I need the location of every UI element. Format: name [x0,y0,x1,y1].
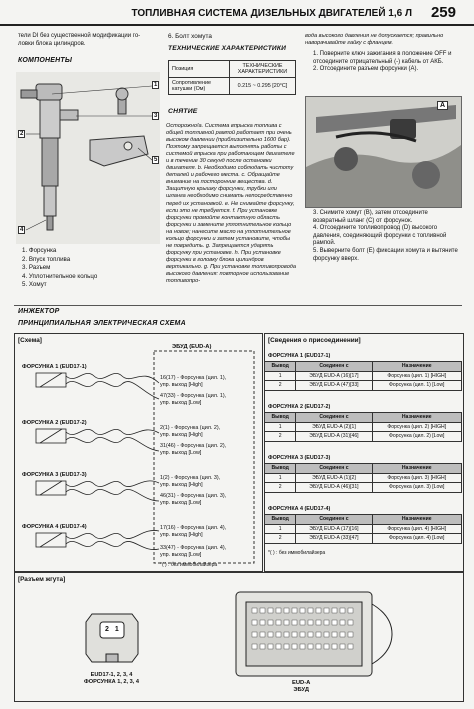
right-top-text: вода высокого давления не допускается; правильно наворачивайте гайку с фланцем. [305,33,444,46]
table-row: 1 ЭБУД EUD-A (2)[1] Форсунка (цил. 2) [HIGH] [265,422,462,432]
engine-photo-image [306,97,461,207]
list-item: 2. Впуск топлива [22,255,71,263]
table-row: 2 ЭБУД EUD-A (31)[46] Форсунка (цил. 2) [Low] [265,432,462,442]
table-footnote: *( ) : без иммобилайзера [268,550,326,556]
pin-31-46: 31(46) - Форсунка (цил. 2), упр. выход [Low] [160,443,227,456]
right-steps-bottom [305,210,460,263]
step-1: 1. Поверните ключ зажигания в положение OFF и отсоедините отрицательный (-) кабель от АКБ. [313,51,452,65]
injector-components-figure [16,72,160,244]
pin-46-31: 46(31) - Форсунка (цил. 3), упр. выход [Low] [160,493,227,506]
page-header [0,0,474,26]
connector-pin-numbers: 2 1 [105,626,121,633]
table-row: 2 ЭБУД EUD-A (46)[31] Форсунка (цил. 3) [Low] [265,483,462,493]
connection-table-3: Вывод Соединен с Назначение 1 ЭБУД EUD-A (1)[2] Форсунка (цил. 3) [HIGH] 2 ЭБУД EUD-A (46)[31] Форсунка (цил. 3) [Low] [264,463,462,493]
callout-1: 1 [154,82,158,88]
table-row: 2 ЭБУД EUD-A (47)[33] Форсунка (цил. 1) [Low] [265,381,462,391]
table-1-title: ФОРСУНКА 1 (EUD17-1) [268,353,331,359]
connector-right-label: EUD-A ЭБУД [292,680,311,693]
step-4: 4. Отсоедините топливопровод (D) высокого давления, соединяющий форсунки с топливной рампой. [313,225,447,247]
spec-title: ТЕХНИЧЕСКИЕ ХАРАКТЕРИСТИКИ [168,45,287,52]
connection-table-2: Вывод Соединен с Назначение 1 ЭБУД EUD-A (2)[1] Форсунка (цил. 2) [HIGH] 2 ЭБУД EUD-A (31)[46] Форсунка (цил. 2) [Low] [264,412,462,442]
step-2: 2. Отсоедините разъем форсунки (A). [313,66,419,73]
injector-3-label: ФОРСУНКА 3 (EUD17-3) [22,472,87,478]
pin-2-1: 2(1) - Форсунка (цил. 2), упр. выход [High] [160,425,221,438]
harness-label: [Разъем жгута] [18,576,66,583]
spec-table [168,60,296,95]
callout-2: 2 [20,131,24,137]
table-row: 1 ЭБУД EUD-A (17)[16] Форсунка (цил. 4) [HIGH] [265,524,462,534]
injector-1-label: ФОРСУНКА 1 (EUD17-1) [22,364,87,370]
removal-title: СНЯТИЕ [168,108,198,115]
chapter-title: ТОПЛИВНАЯ СИСТЕМА ДИЗЕЛЬНЫХ ДВИГАТЕЛЕЙ 1,6 Л [131,8,412,19]
table-3-title: ФОРСУНКА 3 (EUD17-3) [268,455,331,461]
spec-header-position: Позиция [169,61,230,78]
injector-section-title: ИНЖЕКТОР [18,308,60,315]
photo-callout-a: A [437,101,448,110]
pin-47-33: 47(33) - Форсунка (цил. 1), упр. выход [Low] [160,393,227,406]
list-item: 1. Форсунка [22,247,57,254]
spec-row-label: Сопротивление катушки (Ом) [169,78,230,95]
pin-17-16: 17(16) - Форсунка (цил. 4), упр. выход [High] [160,525,227,538]
table-row: 2 ЭБУД EUD-A (33)[47] Форсунка (цил. 4) [Low] [265,534,462,544]
wiring-subtitle: ПРИНЦИПИАЛЬНАЯ ЭЛЕКТРИЧЕСКАЯ СХЕМА [18,320,186,327]
ecu-label: ЭБУД (EUD-A) [172,344,212,350]
table-2-title: ФОРСУНКА 2 (EUD17-2) [268,404,331,410]
list-item: 3. Разъем [22,264,51,271]
connection-table-1: Вывод Соединен с Назначение 1 ЭБУД EUD-A (16)[17] Форсунка (цил. 1) [HIGH] 2 ЭБУД EUD-A (47)[33] Форсунка (цил. 1) [Low] [264,361,462,391]
injector-drawing [16,72,160,244]
components-list [22,247,97,290]
components-title: КОМПОНЕНТЫ [18,57,73,64]
pin-16-17: 16(17) - Форсунка (цил. 1), упр. выход [High] [160,375,227,388]
spec-row-value: 0.215 ~ 0.295 [20°C] [229,78,295,95]
harness-connectors [14,572,462,700]
schematic-footnote: *( ) : без иммобилайзера [160,562,218,568]
callout-6: 3 [154,113,158,119]
intro-text: тели DI без существенной модификации го- ловки блока цилиндров. [18,33,141,47]
table-row: 1 ЭБУД EUD-A (1)[2] Форсунка (цил. 3) [HIGH] [265,473,462,483]
schema-label: [Схема] [18,337,42,344]
bolt-item: 6. Болт хомута [168,33,212,40]
section-divider [14,305,462,306]
pin-33-47: 33(47) - Форсунка (цил. 4), упр. выход [Low] [160,545,227,558]
right-steps-top [305,51,460,74]
list-item: 5. Хомут [22,281,47,288]
table-4-title: ФОРСУНКА 4 (EUD17-4) [268,506,331,512]
injector-4-label: ФОРСУНКА 4 (EUD17-4) [22,524,87,530]
callout-5: 5 [154,157,158,163]
connection-title: [Сведения о присоединении] [268,337,361,344]
engine-photo [305,96,462,208]
connector-left-label: EUD17-1, 2, 3, 4 ФОРСУНКА 1, 2, 3, 4 [84,672,139,685]
page-number: 259 [430,4,456,21]
connection-table-4: Вывод Соединен с Назначение 1 ЭБУД EUD-A (17)[16] Форсунка (цил. 4) [HIGH] 2 ЭБУД EUD-A (33)[47] Форсунка (цил. 4) [Low] [264,514,462,544]
step-3: 3. Снимите хомут (B), затем отсоедините возвратный шланг (C) от форсунок. [313,210,428,224]
warning-text: Осторожно!a. Система впрыска топлива с общей топливной рампой работает при очень высоком давлении (приблизительно 1600 бар). Поэтому запрещается выполнять работы с системой впрыска при работающем двигателе и в течение 30 секунд после остановки двигателя. b. Необходимо соблюдать чистоту деталей и рабочего места. c. Обращайте внимание на посторонние вещества. d. Защитную крышку форсунки, трубки или шланга необходимо снимать непосредственно перед их установкой. e. Не снимайте форсунку, если это не требуется. f. При установке форсунки промойте контактную область форсунки и замените уплотнительное кольцо на новое; нанесите масло на уплотнительное кольцо форсунки и затем установите, чтобы не повредить. g. Запрещается ударять форсунку при установке. h. При установке форсунки в головку блока цилиндров вертикально. g. При установке топливопровода высокого давления: повторное использование топливопро- [166,123,297,285]
pin-1-2: 1(2) - Форсунка (цил. 3), упр. выход [High] [160,475,221,488]
callout-4: 4 [20,227,24,233]
table-row: 1 ЭБУД EUD-A (16)[17] Форсунка (цил. 1) [HIGH] [265,371,462,381]
list-item: 4. Уплотнительное кольцо [22,272,98,280]
step-5: 5. Выверните болт (E) фиксации хомута и вытяните форсунку вверх. [313,247,458,262]
spec-header-value: ТЕХНИЧЕСКИЕ ХАРАКТЕРИСТИКИ [229,61,295,78]
injector-2-label: ФОРСУНКА 2 (EUD17-2) [22,420,87,426]
